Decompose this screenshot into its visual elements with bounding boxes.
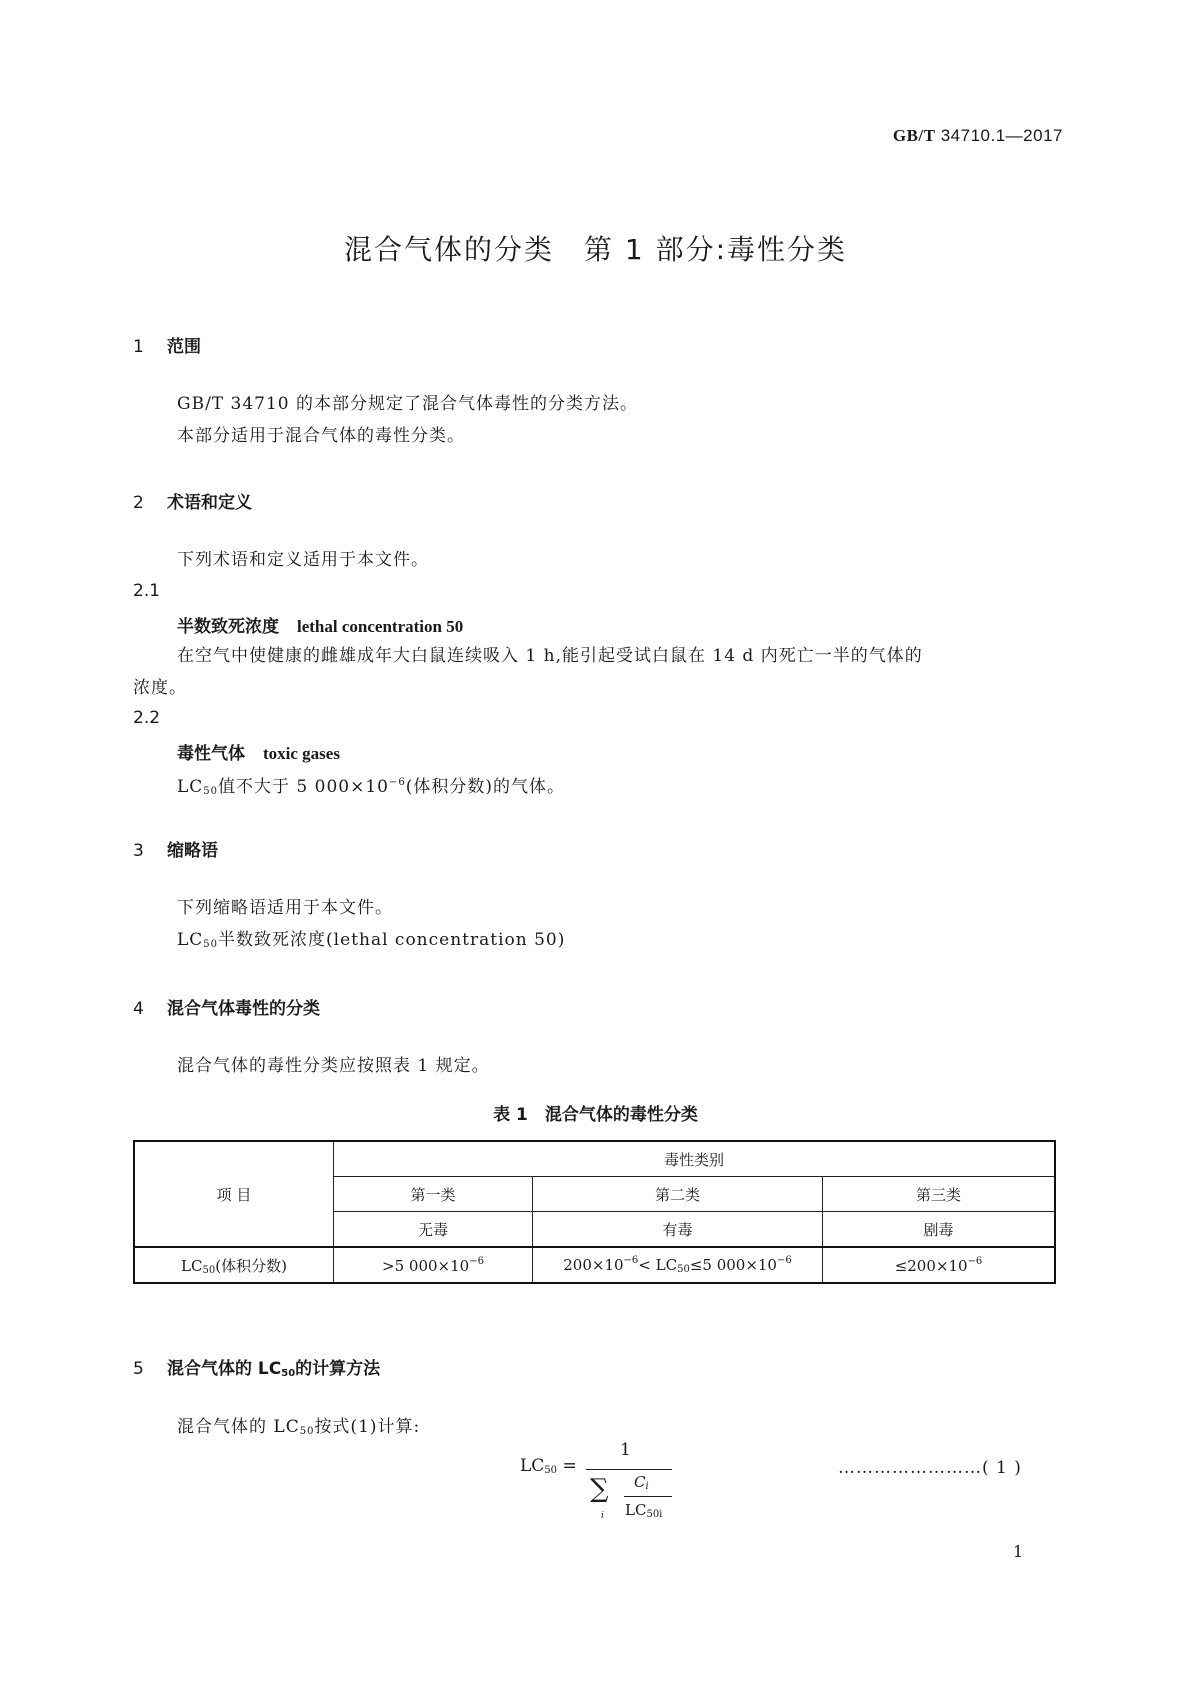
table-class-2: 第二类 [533,1177,823,1212]
formula-sum-index: i [601,1511,604,1521]
term-2-1-title: 半数致死浓度 lethal concentration 50 [177,617,464,637]
term-2-1-definition: 在空气中使健康的雌雄成年大白鼠连续吸入 1 h,能引起受试白鼠在 14 d 内死亡一半的气体的 [177,646,923,666]
section-4-heading: 4 混合气体毒性的分类 [133,999,320,1019]
term-2-2-definition: $LC_{50}$值不大于 5 $000\times 10^{-6}$(体积分数)的气体。 [177,777,565,797]
table-level-3: 剧毒 [823,1212,1056,1248]
table-class-1: 第一类 [334,1177,533,1212]
table-group-header: 毒性类别 [334,1141,1056,1177]
table-item-header: 项 目 [134,1141,334,1247]
toxicity-table [133,1140,1056,1284]
section-1-para-1: GB/T 34710 的本部分规定了混合气体毒性的分类方法。 [177,394,639,414]
formula-inner-bar [624,1496,672,1497]
section-5-para-1: 混合气体的 $LC_{50}$按式(1)计算: [177,1417,421,1437]
section-1-para-2: 本部分适用于混合气体的毒性分类。 [177,426,465,446]
table-cell-class-1: >5 $000\times 10^{-6}$ [334,1247,533,1283]
section-2-para-1: 下列术语和定义适用于本文件。 [177,550,429,570]
formula-number: ……………………( 1 ) [838,1458,1022,1478]
formula-lhs: $LC_{50}$ = [520,1456,577,1476]
section-2-heading: 2 术语和定义 [133,493,252,513]
formula-sum-symbol: ∑ [590,1474,609,1504]
formula-denominator: $LC_{50i}$ [625,1501,663,1520]
section-3-para-1: 下列缩略语适用于本文件。 [177,898,393,918]
page-number: 1 [1013,1542,1024,1561]
table-row-label: $LC_{50}$(体积分数) [134,1247,334,1283]
table-level-1: 无毒 [334,1212,533,1248]
table-cell-class-3: $\le 200\times 10^{-6}$ [823,1247,1056,1283]
table-level-2: 有毒 [533,1212,823,1248]
term-2-1-number: 2.1 [133,581,161,601]
term-2-2-title: 毒性气体 toxic gases [177,744,340,764]
section-3-abbreviation: $LC_{50}$半数致死浓度(lethal concentration 50) [177,930,566,950]
formula-ci: $C_i$ [634,1473,649,1492]
section-3-heading: 3 缩略语 [133,841,218,861]
section-4-para-1: 混合气体的毒性分类应按照表 1 规定。 [177,1056,490,1076]
table-caption: 表 1 混合气体的毒性分类 [493,1105,698,1125]
section-5-heading: 5 混合气体的 $LC_{50}$的计算方法 [133,1359,381,1379]
formula-numerator: 1 [620,1440,631,1460]
table-class-3: 第三类 [823,1177,1056,1212]
term-2-1-definition-cont: 浓度。 [133,678,187,698]
document-title: 混合气体的分类 第 1 部分:毒性分类 [343,233,848,266]
section-1-heading: 1 范围 [133,337,201,357]
formula-main-bar [586,1469,672,1470]
standard-code: GB/T 34710.1—2017 [892,126,1063,145]
term-2-2-number: 2.2 [133,708,161,728]
table-cell-class-2: $200\times 10^{-6}< LC_{50}\le 5$ $000\times 10^{-6}$ [533,1247,823,1283]
